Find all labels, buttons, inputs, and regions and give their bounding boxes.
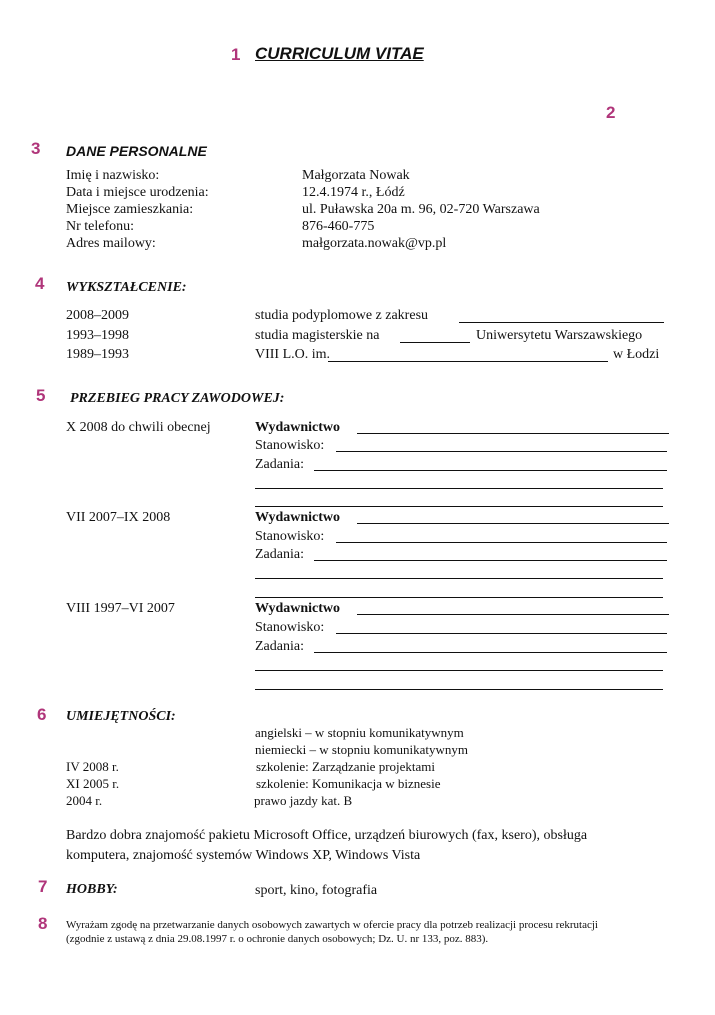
personal-label-name: Imię i nazwisko: [66, 168, 160, 183]
fill-line [255, 670, 663, 671]
hobby-heading: HOBBY: [66, 882, 118, 897]
marker-4: 4 [35, 274, 45, 293]
fill-line [357, 523, 669, 524]
position-label: Stanowisko: [255, 438, 325, 453]
education-text: studia magisterskie na [255, 328, 380, 343]
skill-text: szkolenie: Zarządzanie projektami [256, 759, 436, 774]
skills-paragraph-line-2: komputera, znajomość systemów Windows XP, Windows Vista [66, 848, 421, 863]
fill-line [255, 506, 663, 507]
consent-line-2: (zgodnie z ustawą z dnia 29.08.1997 r. o ochronie danych osobowych; Dz. U. nr 133, poz. 883). [66, 933, 489, 945]
skill-date: IV 2008 r. [66, 759, 119, 774]
personal-value-phone: 876-460-775 [302, 219, 375, 234]
personal-label-birth: Data i miejsce urodzenia: [66, 185, 209, 200]
personal-value-email: małgorzata.nowak@vp.pl [302, 236, 447, 251]
marker-6: 6 [37, 705, 47, 724]
skill-date: 2004 r. [66, 793, 103, 808]
education-text: VIII L.O. im. [255, 347, 331, 362]
personal-value-name: Małgorzata Nowak [302, 168, 410, 183]
marker-5: 5 [36, 386, 46, 405]
fill-line [336, 542, 667, 543]
skills-heading: UMIEJĘTNOŚCI: [66, 709, 176, 724]
fill-line [255, 689, 663, 690]
position-label: Stanowisko: [255, 620, 325, 635]
fill-line [314, 470, 667, 471]
fill-line [459, 322, 664, 323]
fill-line [336, 451, 667, 452]
education-text: studia podyplomowe z zakresu [255, 308, 429, 323]
skill-text: szkolenie: Komunikacja w biznesie [256, 776, 441, 791]
education-years: 2008–2009 [66, 308, 129, 323]
company-label: Wydawnictwo [255, 601, 341, 616]
marker-3: 3 [31, 139, 41, 158]
education-suffix: w Łodzi [613, 347, 660, 362]
fill-line [328, 361, 608, 362]
skill-text: prawo jazdy kat. B [254, 793, 353, 808]
document-title: CURRICULUM VITAE [255, 44, 424, 63]
experience-period: VII 2007–IX 2008 [66, 510, 171, 525]
skills-paragraph-line-1: Bardzo dobra znajomość pakietu Microsoft Office, urządzeń biurowych (fax, ksero), obsługa [66, 828, 588, 843]
personal-label-address: Miejsce zamieszkania: [66, 202, 194, 217]
hobby-text: sport, kino, fotografia [255, 883, 378, 898]
marker-7: 7 [38, 877, 48, 896]
personal-value-address: ul. Puławska 20a m. 96, 02-720 Warszawa [302, 202, 540, 217]
fill-line [336, 633, 667, 634]
fill-line [314, 560, 667, 561]
fill-line [314, 652, 667, 653]
education-suffix: Uniwersytetu Warszawskiego [476, 328, 643, 343]
skill-text: angielski – w stopniu komunikatywnym [255, 725, 464, 740]
tasks-label: Zadania: [255, 457, 304, 472]
skill-date: XI 2005 r. [66, 776, 120, 791]
experience-period: X 2008 do chwili obecnej [66, 420, 211, 435]
personal-value-birth: 12.4.1974 r., Łódź [302, 185, 405, 200]
education-years: 1989–1993 [66, 347, 129, 362]
marker-1: 1 [231, 45, 241, 64]
skill-text: niemiecki – w stopniu komunikatywnym [255, 742, 469, 757]
tasks-label: Zadania: [255, 639, 304, 654]
education-years: 1993–1998 [66, 328, 129, 343]
fill-line [357, 614, 669, 615]
experience-heading: PRZEBIEG PRACY ZAWODOWEJ: [70, 391, 285, 406]
company-label: Wydawnictwo [255, 420, 341, 435]
personal-label-phone: Nr telefonu: [66, 219, 135, 234]
tasks-label: Zadania: [255, 547, 304, 562]
fill-line [255, 488, 663, 489]
position-label: Stanowisko: [255, 529, 325, 544]
education-heading: WYKSZTAŁCENIE: [66, 280, 187, 295]
marker-8: 8 [38, 914, 48, 933]
consent-line-1: Wyrażam zgodę na przetwarzanie danych osobowych zawartych w ofercie pracy dla potrzeb realizacji procesu rekrutacji [66, 919, 598, 931]
fill-line [357, 433, 669, 434]
personal-label-email: Adres mailowy: [66, 236, 156, 251]
fill-line [255, 597, 663, 598]
experience-period: VIII 1997–VI 2007 [66, 601, 175, 616]
marker-2: 2 [606, 103, 616, 122]
fill-line [255, 578, 663, 579]
personal-heading: DANE PERSONALNE [66, 143, 207, 159]
fill-line [400, 342, 470, 343]
company-label: Wydawnictwo [255, 510, 341, 525]
